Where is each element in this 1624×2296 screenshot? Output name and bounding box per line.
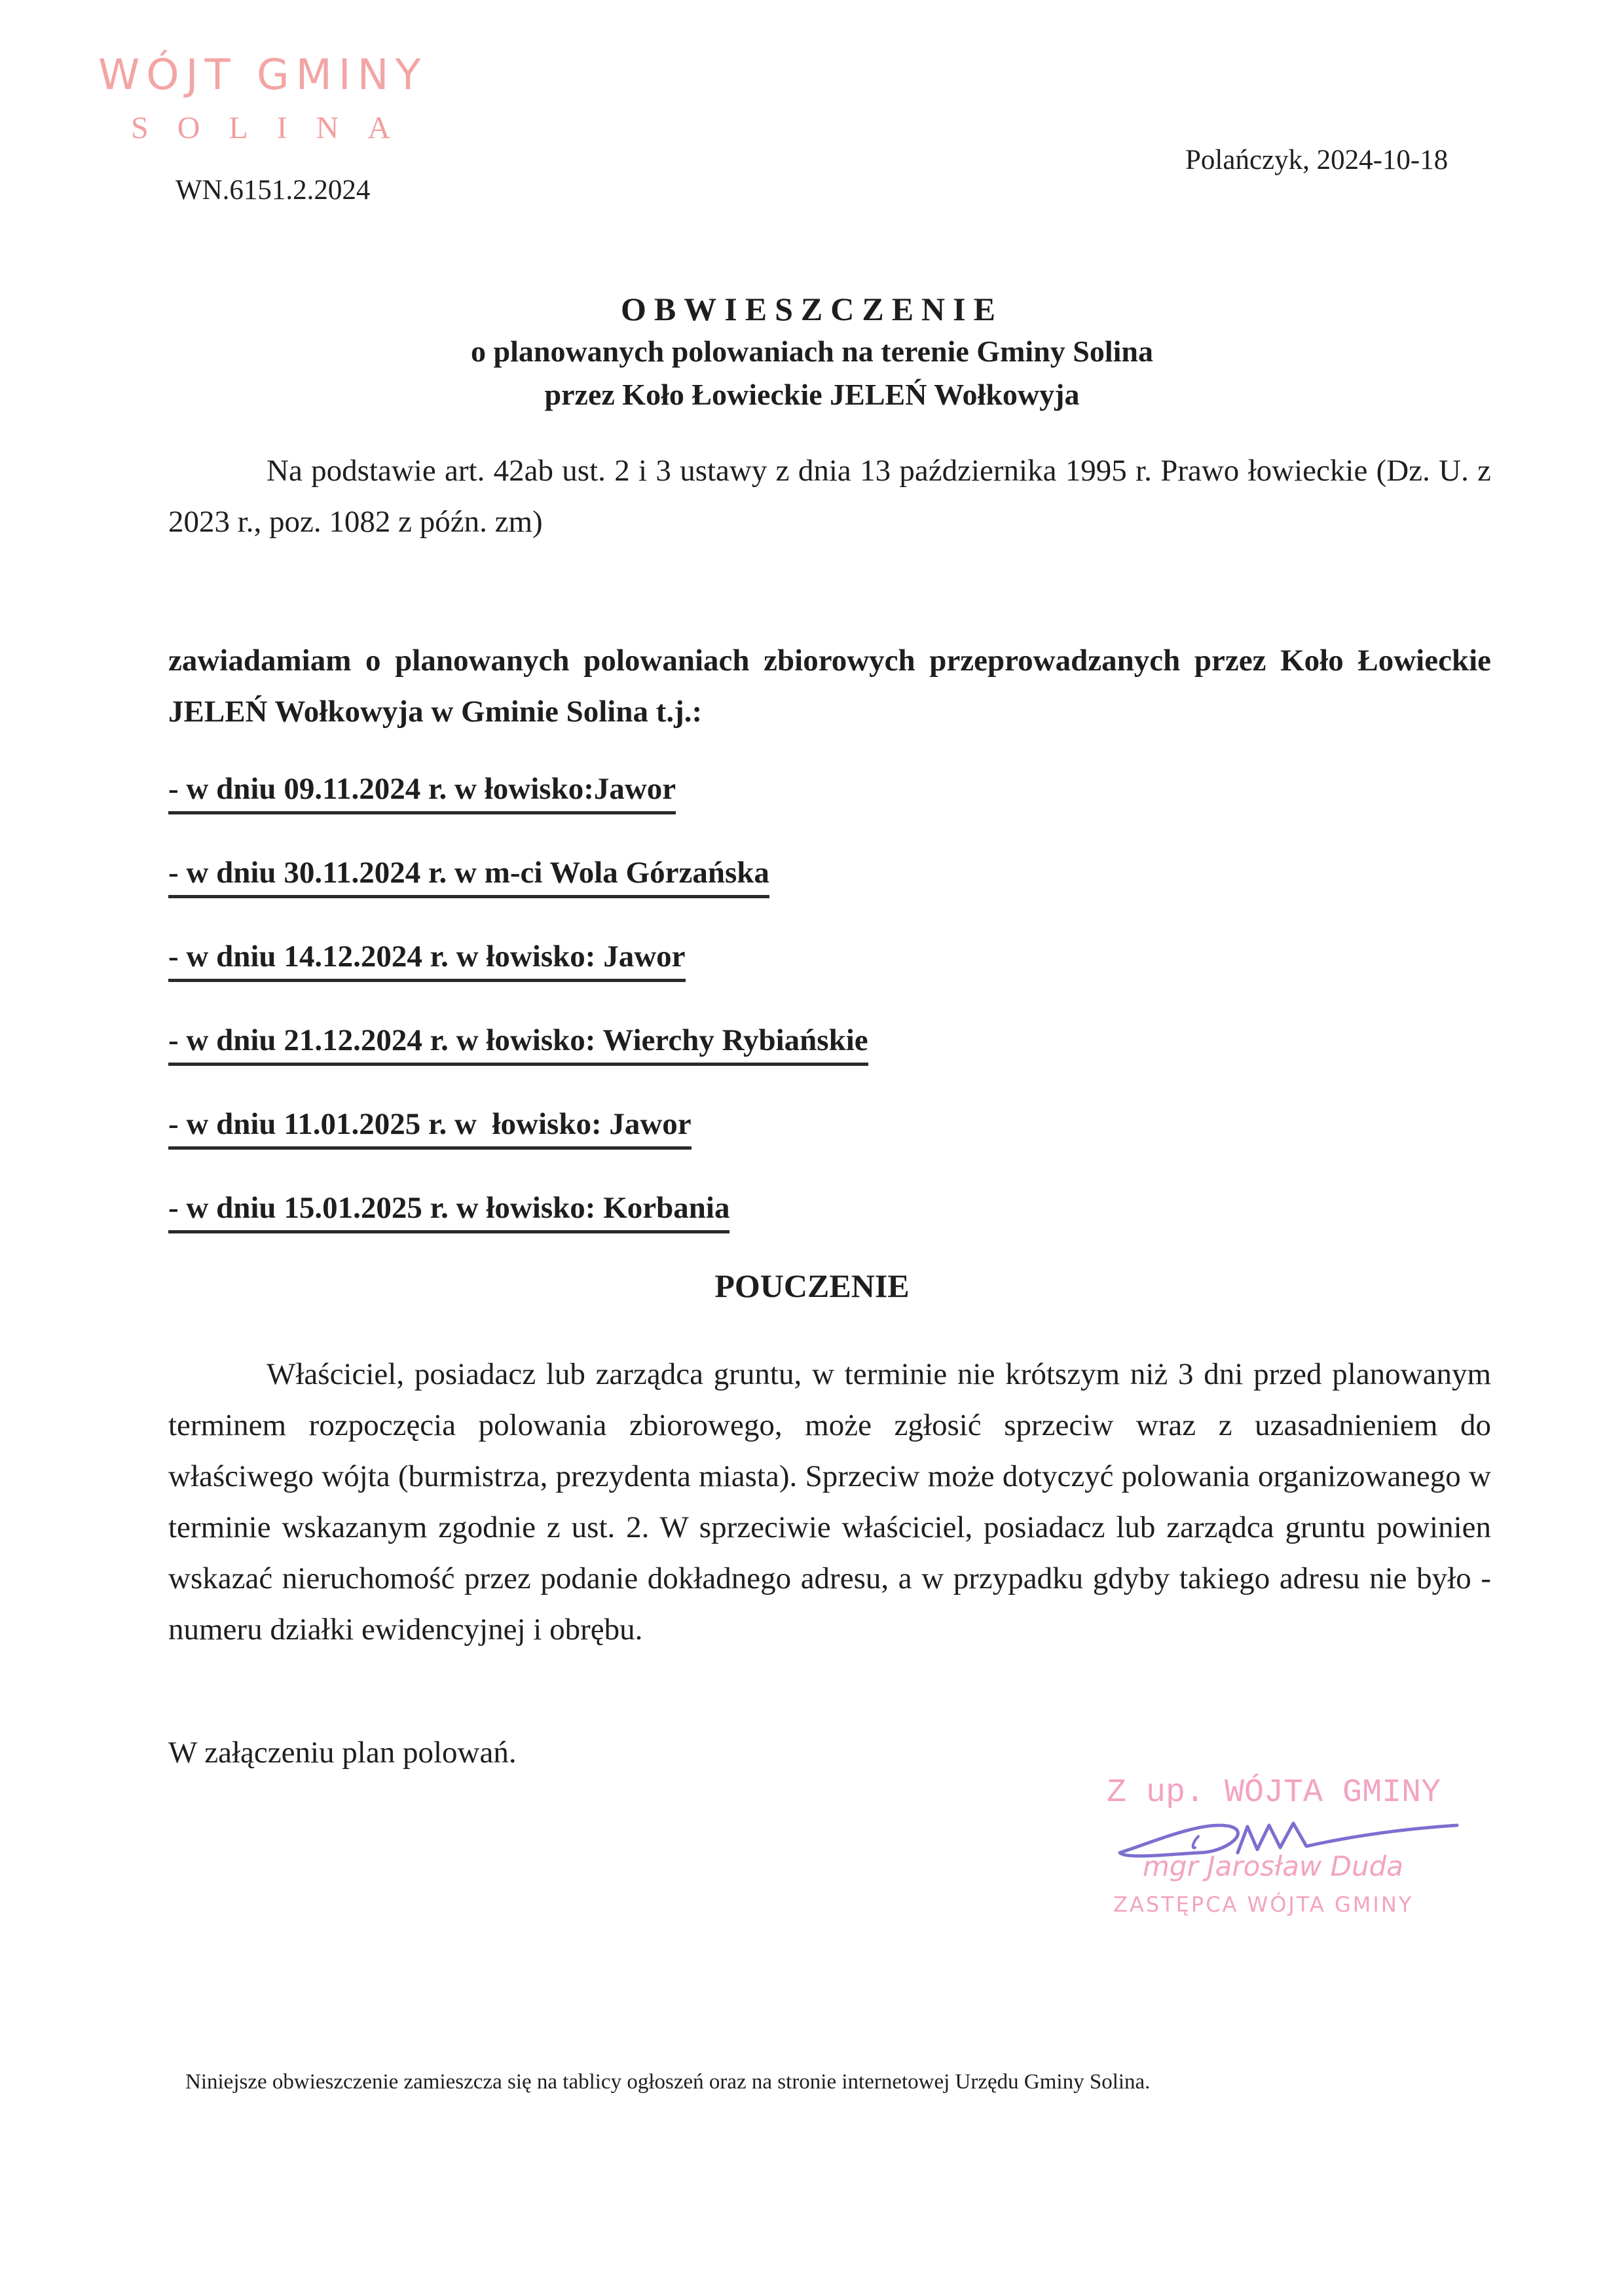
legal-basis-paragraph: Na podstawie art. 42ab ust. 2 i 3 ustawy z dnia 13 października 1995 r. Prawo łowieckie (Dz. U. z 2023 r., poz. 1082 z późn. zm): [168, 454, 1491, 539]
list-item: [168, 853, 868, 937]
document-title: OBWIESZCZENIE: [621, 291, 1003, 327]
hunt-entry: - w dniu 14.12.2024 r. w łowisko: Jawor: [168, 937, 686, 982]
office-stamp-line2: SOLINA: [131, 111, 419, 145]
hunt-entry: - w dniu 09.11.2024 r. w łowisko:Jawor: [168, 769, 676, 814]
hunt-entry: - w dniu 30.11.2024 r. w m-ci Wola Górzańska: [168, 853, 769, 898]
document-subtitle-2: przez Koło Łowieckie JELEŃ Wołkowyja: [544, 378, 1080, 411]
footer-note: Niniejsze obwieszczenie zamieszcza się na tablicy ogłoszeń oraz na stronie internetowej Urzędu Gminy Solina.: [185, 2070, 1151, 2094]
hunt-entry: - w dniu 11.01.2025 r. w łowisko: Jawor: [168, 1104, 692, 1150]
announcement-paragraph: zawiadamiam o planowanych polowaniach zbiorowych przeprowadzanych przez Koło Łowieckie JELEŃ Wołkowyja w Gminie Solina t.j.:: [168, 644, 1491, 729]
signature-stamp-line3: ZASTĘPCA WÓJTA GMINY: [1113, 1892, 1414, 1917]
hunt-schedule-list: [168, 769, 868, 1272]
place-date: Polańczyk, 2024-10-18: [1185, 145, 1449, 175]
document-subtitle-1: o planowanych polowaniach na terenie Gminy Solina: [471, 335, 1153, 368]
instruction-title: POUCZENIE: [714, 1267, 910, 1304]
list-item: [168, 1104, 868, 1188]
title-block: [0, 288, 1624, 416]
list-item: [168, 769, 868, 853]
list-item: [168, 1188, 868, 1272]
signature-stamp-line1: Z up. WÓJTA GMINY: [1107, 1774, 1441, 1812]
reference-number: WN.6151.2.2024: [175, 175, 371, 206]
instruction-paragraph: Właściciel, posiadacz lub zarządca gruntu, w terminie nie krótszym niż 3 dni przed planowanym terminem rozpoczęcia polowania zbiorowego, może zgłosić sprzeciw wraz z uzasadnieniem do właściwego wójta (burmistrza, prezydenta miasta). Sprzeciw może dotyczyć polowania organizowanego w terminie wskazanym zgodnie z ust. 2. W sprzeciwie właściciel, posiadacz lub zarządca gruntu powinien wskazać nieruchomość przez podanie dokładnego adresu, a w przypadku gdyby takiego adresu nie było - numeru działki ewidencyjnej i obrębu.: [168, 1357, 1491, 1647]
list-item: [168, 1021, 868, 1104]
signature-stamp-line2: mgr Jarosław Duda: [1143, 1850, 1404, 1882]
hunt-entry: - w dniu 21.12.2024 r. w łowisko: Wierchy Rybiańskie: [168, 1021, 868, 1066]
list-item: [168, 937, 868, 1021]
attachment-note: W załączeniu plan polowań.: [168, 1736, 517, 1770]
office-stamp-line1: WÓJT GMINY: [98, 51, 428, 100]
hunt-entry: - w dniu 15.01.2025 r. w łowisko: Korbania: [168, 1188, 729, 1233]
